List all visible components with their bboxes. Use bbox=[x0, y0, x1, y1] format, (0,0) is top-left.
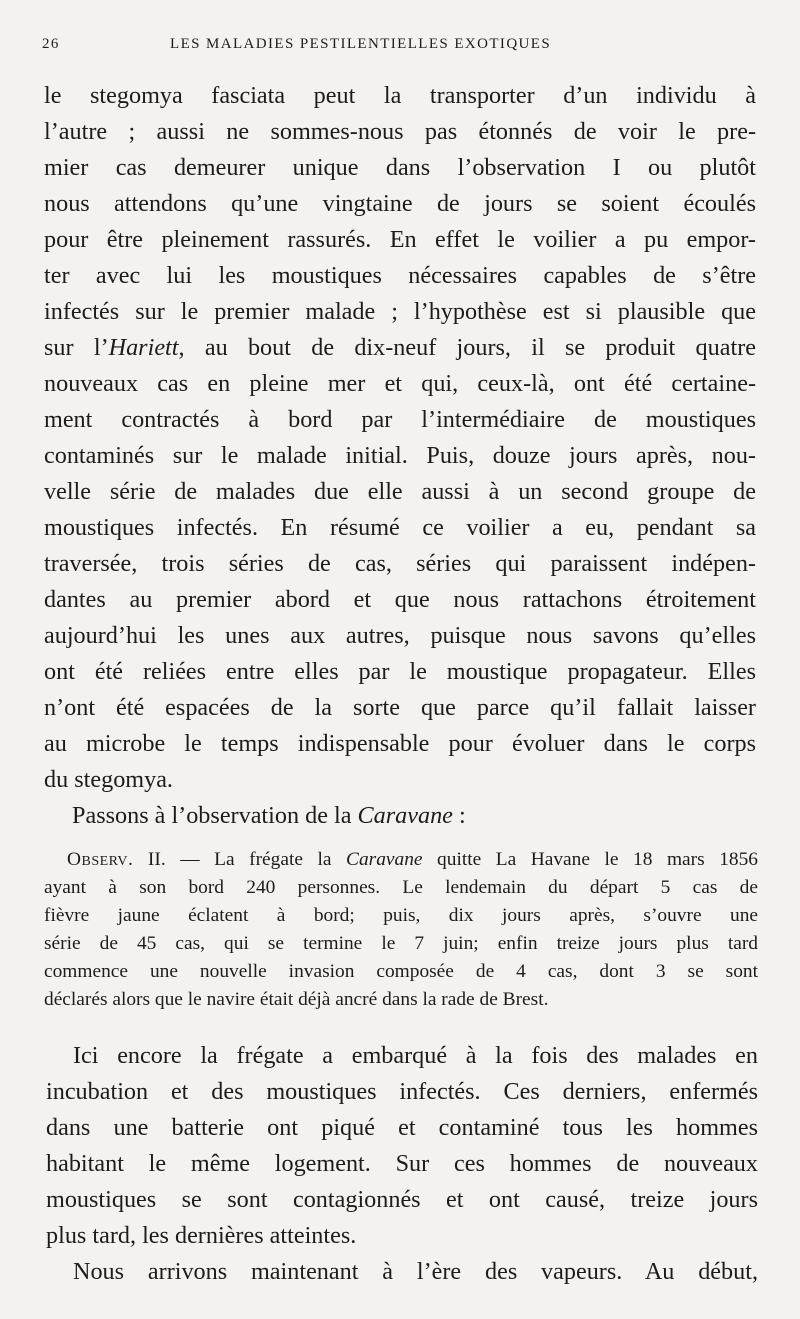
ship-name: Caravane bbox=[346, 849, 423, 870]
text-line: contaminés sur le malade initial. Puis, douze jours après, nou- bbox=[44, 442, 756, 469]
text-line: velle série de malades due elle aussi à un second groupe de bbox=[44, 478, 756, 505]
text-line: n’ont été espacées de la sorte que parce qu’il fallait laisser bbox=[44, 694, 756, 721]
text-line: moustiques infectés. En résumé ce voilier a eu, pendant sa bbox=[44, 514, 756, 541]
observation-label: Observ. bbox=[67, 849, 134, 870]
text-segment: sur l’ bbox=[44, 334, 109, 361]
text-line: ter avec lui les moustiques nécessaires capables de s’être bbox=[44, 262, 756, 289]
text-segment: Passons à l’observation de la bbox=[72, 802, 358, 829]
text-segment: II. — La frégate la bbox=[133, 849, 347, 870]
ship-name: Hariett bbox=[108, 334, 179, 361]
page-number: 26 bbox=[42, 36, 60, 52]
text-line: du stegomya. bbox=[44, 766, 173, 793]
observation-line: commence une nouvelle invasion composée de 4 cas, dont 3 se sont bbox=[44, 961, 758, 982]
text-line: plus tard, les dernières atteintes. bbox=[46, 1222, 357, 1249]
text-segment: quitte La Havane le 18 mars 1856 bbox=[422, 849, 758, 870]
text-line: habitant le même logement. Sur ces hommes de nouveaux bbox=[46, 1150, 758, 1177]
text-line: aujourd’hui les unes aux autres, puisque nous savons qu’elles bbox=[44, 622, 756, 649]
ship-name: Caravane bbox=[357, 802, 453, 829]
text-segment: : bbox=[452, 802, 466, 829]
observation-line bbox=[67, 846, 758, 874]
text-line: nous attendons qu’une vingtaine de jours se soient écoulés bbox=[44, 190, 756, 217]
observation-line: série de 45 cas, qui se termine le 7 juin; enfin treize jours plus tard bbox=[44, 933, 758, 954]
observation-line: fièvre jaune éclatent à bord; puis, dix jours après, s’ouvre une bbox=[44, 905, 758, 926]
text-line-with-ship-name bbox=[44, 330, 756, 366]
observation-line: ayant à son bord 240 personnes. Le lendemain du départ 5 cas de bbox=[44, 877, 758, 898]
text-line: nouveaux cas en pleine mer et qui, ceux-là, ont été certaine- bbox=[44, 370, 756, 397]
text-line: le stegomya fasciata peut la transporter d’un individu à bbox=[44, 82, 756, 109]
text-line: traversée, trois séries de cas, séries qui paraissent indépen- bbox=[44, 550, 756, 577]
text-line: mier cas demeurer unique dans l’observation I ou plutôt bbox=[44, 154, 756, 181]
text-line: l’autre ; aussi ne sommes-nous pas étonnés de voir le pre- bbox=[44, 118, 756, 145]
text-line: moustiques se sont contagionnés et ont causé, treize jours bbox=[46, 1186, 758, 1213]
text-line: pour être pleinement rassurés. En effet le voilier a pu empor- bbox=[44, 226, 756, 253]
running-title: LES MALADIES PESTILENTIELLES EXOTIQUES bbox=[170, 36, 552, 52]
text-line-with-ship-name bbox=[72, 798, 756, 834]
text-line: ont été reliées entre elles par le moustique propagateur. Elles bbox=[44, 658, 756, 685]
text-segment: , au bout de dix-neuf jours, il se produit quatre bbox=[178, 334, 756, 361]
observation-line: déclarés alors que le navire était déjà ancré dans la rade de Brest. bbox=[44, 989, 549, 1010]
text-line: incubation et des moustiques infectés. Ces derniers, enfermés bbox=[46, 1078, 758, 1105]
text-line: dantes au premier abord et que nous rattachons étroitement bbox=[44, 586, 756, 613]
text-line: au microbe le temps indispensable pour évoluer dans le corps bbox=[44, 730, 756, 757]
text-line: ment contractés à bord par l’intermédiaire de moustiques bbox=[44, 406, 756, 433]
text-line: infectés sur le premier malade ; l’hypothèse est si plausible que bbox=[44, 298, 756, 325]
running-header bbox=[42, 36, 758, 60]
text-line: Ici encore la frégate a embarqué à la fois des malades en bbox=[73, 1042, 758, 1069]
text-line: Nous arrivons maintenant à l’ère des vapeurs. Au début, bbox=[73, 1258, 758, 1285]
text-line: dans une batterie ont piqué et contaminé tous les hommes bbox=[46, 1114, 758, 1141]
